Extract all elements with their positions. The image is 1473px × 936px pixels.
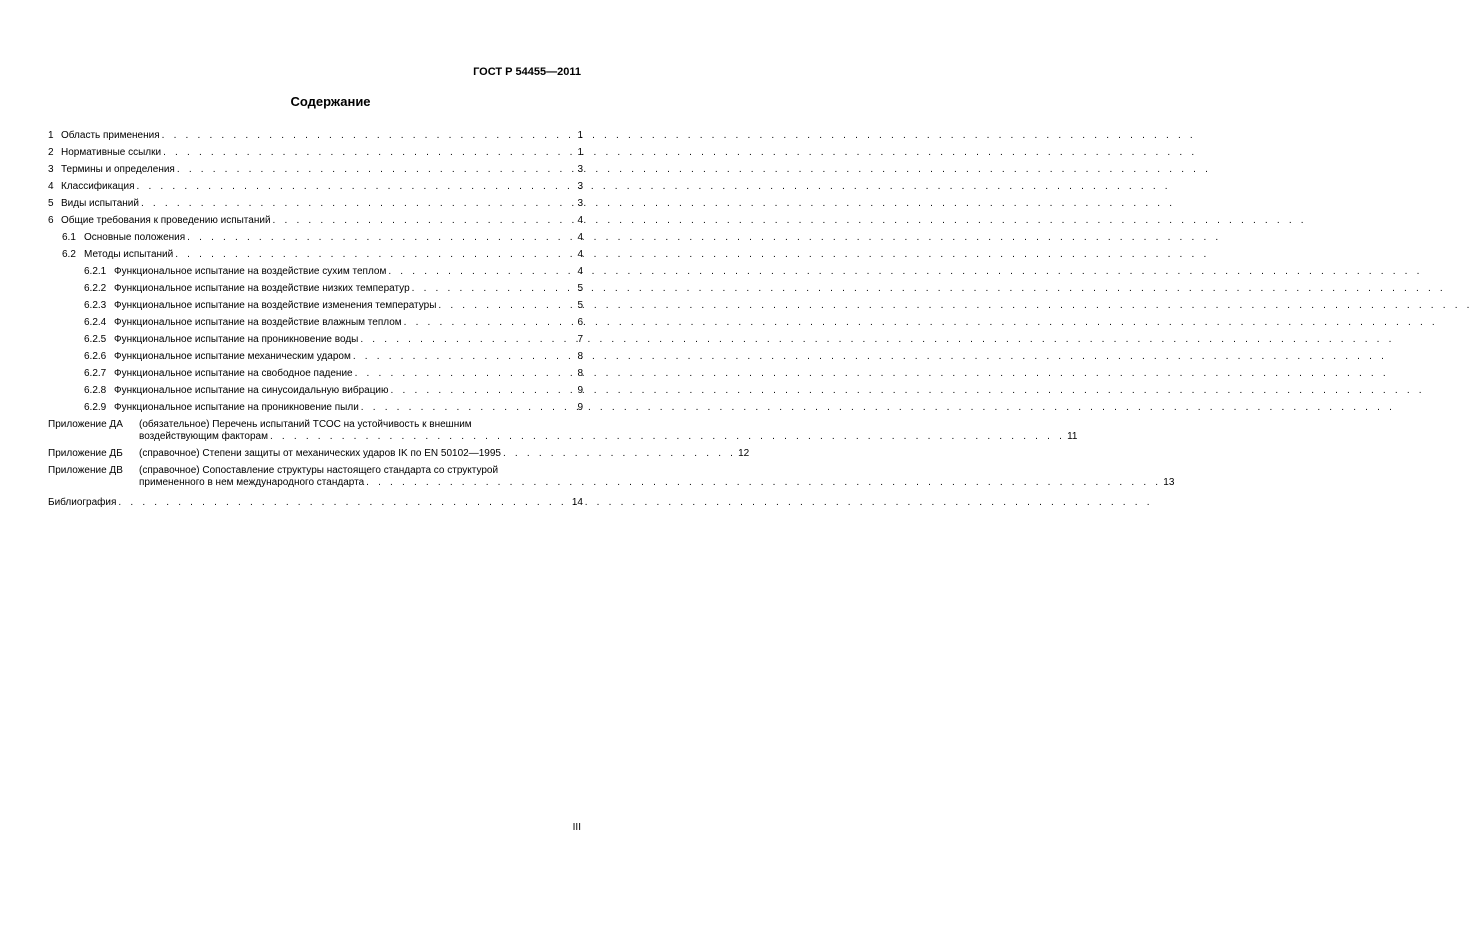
toc-entry-title: Функциональное испытание на проникновение воды <box>114 334 359 345</box>
toc-entry-page: 5 <box>577 283 583 294</box>
toc-entry-number: 5 <box>48 198 54 209</box>
toc-entry-number: 6.2 <box>62 249 76 260</box>
toc-entry-title: Функциональное испытание на воздействие изменения температуры <box>114 300 437 311</box>
toc-entry-title: Виды испытаний <box>61 198 139 209</box>
toc-entry-page: 13 <box>1163 477 1175 488</box>
toc-entry-page: 3 <box>577 181 583 192</box>
toc-entry-number: 2 <box>48 147 54 158</box>
toc <box>48 125 1175 509</box>
toc-leader-dots <box>177 164 576 176</box>
toc-annex-label: Приложение ДВ <box>48 465 123 476</box>
toc-leader-dots <box>175 249 575 261</box>
toc-leader-dots <box>438 300 575 312</box>
toc-annex-entry[interactable] <box>48 465 1175 489</box>
toc-entry[interactable] <box>48 210 583 227</box>
toc-entry-page: 8 <box>577 351 583 362</box>
toc-entry-number: 6.2.4 <box>84 317 107 328</box>
toc-annex-title-line1: (справочное) Сопоставление структуры настоящего стандарта со структурой <box>139 465 499 476</box>
toc-annex-entry[interactable] <box>48 419 1078 443</box>
toc-entry-page: 6 <box>577 317 583 328</box>
toc-leader-dots <box>361 402 576 414</box>
toc-leader-dots <box>163 147 575 159</box>
toc-entry-number: 6.2.5 <box>84 334 107 345</box>
toc-entry-title: Методы испытаний <box>84 249 174 260</box>
toc-entry-number: 6.2.9 <box>84 402 107 413</box>
toc-leader-dots <box>503 448 736 460</box>
toc-title: Содержание <box>290 94 371 109</box>
toc-entry-number: 6.2.1 <box>84 266 107 277</box>
toc-entry-page: 11 <box>1067 431 1078 442</box>
toc-leader-dots <box>141 198 575 210</box>
toc-entry-page: 8 <box>577 368 583 379</box>
toc-entry-number: 4 <box>48 181 54 192</box>
toc-leader-dots <box>388 266 575 278</box>
toc-entry[interactable] <box>48 176 583 193</box>
toc-entry[interactable] <box>48 261 583 278</box>
toc-entry-number: 6.2.3 <box>84 300 107 311</box>
toc-annex-title-line2: воздействующим факторам <box>139 431 268 442</box>
toc-entry[interactable] <box>48 278 583 295</box>
toc-annex-label: Приложение ДБ <box>48 448 123 459</box>
toc-entry-title: Основные положения <box>84 232 186 243</box>
toc-entry-title: Функциональное испытание на воздействие сухим теплом <box>114 266 387 277</box>
toc-entry-title: Функциональное испытание на воздействие низких температур <box>114 283 410 294</box>
toc-entry-page: 4 <box>577 266 583 277</box>
toc-entry-page: 5 <box>577 300 583 311</box>
doc-number: ГОСТ Р 54455—2011 <box>473 66 581 78</box>
toc-entry-number: 6 <box>48 215 54 226</box>
toc-entry-page: 1 <box>577 147 583 158</box>
toc-entry-number: 6.2.7 <box>84 368 107 379</box>
toc-entry-title: Функциональное испытание на свободное падение <box>114 368 353 379</box>
toc-entry-title: Общие требования к проведению испытаний <box>61 215 271 226</box>
toc-leader-dots <box>404 317 576 329</box>
toc-entry-title: Функциональное испытание на проникновение пыли <box>114 402 359 413</box>
toc-entry-bibliography[interactable] <box>48 492 583 509</box>
toc-annex-title-line1: (обязательное) Перечень испытаний ТСОС на устойчивость к внешним <box>139 419 472 430</box>
toc-entry-number: 6.2.8 <box>84 385 107 396</box>
toc-leader-dots <box>118 497 569 509</box>
toc-entry[interactable] <box>48 142 583 159</box>
toc-entry[interactable] <box>48 193 583 210</box>
toc-entry-title: Функциональное испытание на синусоидальную вибрацию <box>114 385 389 396</box>
toc-entry-number: 6.1 <box>62 232 76 243</box>
toc-annex-title-line2: примененного в нем международного стандарта <box>139 477 365 488</box>
toc-entry-page: 4 <box>577 232 583 243</box>
toc-entry-page: 14 <box>571 497 583 508</box>
toc-entry-title: Библиография <box>48 497 117 508</box>
toc-entry-number: 6.2.2 <box>84 283 107 294</box>
toc-entry-page: 9 <box>577 402 583 413</box>
toc-entry[interactable] <box>48 329 583 346</box>
toc-leader-dots <box>355 368 576 380</box>
toc-entry-page: 4 <box>577 249 583 260</box>
toc-entry[interactable] <box>48 244 583 261</box>
page-number: III <box>572 822 581 833</box>
toc-entry-number: 3 <box>48 164 54 175</box>
toc-annex-entry[interactable] <box>48 448 750 460</box>
toc-leader-dots <box>353 351 576 363</box>
toc-entry-page: 9 <box>577 385 583 396</box>
toc-entry-number: 6.2.6 <box>84 351 107 362</box>
toc-entry-page: 1 <box>577 130 583 141</box>
toc-leader-dots <box>270 431 1065 443</box>
toc-leader-dots <box>187 232 575 244</box>
toc-entry-page: 12 <box>738 448 750 459</box>
toc-entry-page: 4 <box>577 215 583 226</box>
toc-leader-dots <box>366 477 1161 489</box>
toc-entry-title: Функциональное испытание механическим ударом <box>114 351 351 362</box>
toc-leader-dots <box>162 130 576 142</box>
toc-entry-title: Термины и определения <box>61 164 175 175</box>
toc-entry-page: 3 <box>577 198 583 209</box>
toc-entry[interactable] <box>48 346 583 363</box>
toc-leader-dots <box>273 215 576 227</box>
toc-entry-page: 7 <box>577 334 583 345</box>
toc-entry[interactable] <box>48 227 583 244</box>
toc-entry[interactable] <box>48 363 583 380</box>
toc-entry-title: Область применения <box>61 130 160 141</box>
toc-annex-title: (справочное) Степени защиты от механических ударов IK по EN 50102—1995 <box>139 448 501 459</box>
toc-entry[interactable] <box>48 312 583 329</box>
toc-leader-dots <box>412 283 576 295</box>
toc-annex-label: Приложение ДА <box>48 419 123 430</box>
toc-entry-number: 1 <box>48 130 54 141</box>
toc-entry[interactable] <box>48 380 583 397</box>
toc-entry-title: Нормативные ссылки <box>61 147 162 158</box>
toc-entry-page: 3 <box>577 164 583 175</box>
toc-entry-title: Функциональное испытание на воздействие влажным теплом <box>114 317 402 328</box>
toc-entry[interactable] <box>48 397 583 414</box>
toc-leader-dots <box>360 334 575 346</box>
toc-leader-dots <box>391 385 576 397</box>
toc-entry[interactable] <box>48 159 583 176</box>
toc-entry[interactable] <box>48 125 583 142</box>
toc-leader-dots <box>137 181 576 193</box>
toc-entry-title: Классификация <box>61 181 135 192</box>
toc-entry[interactable] <box>48 295 583 312</box>
